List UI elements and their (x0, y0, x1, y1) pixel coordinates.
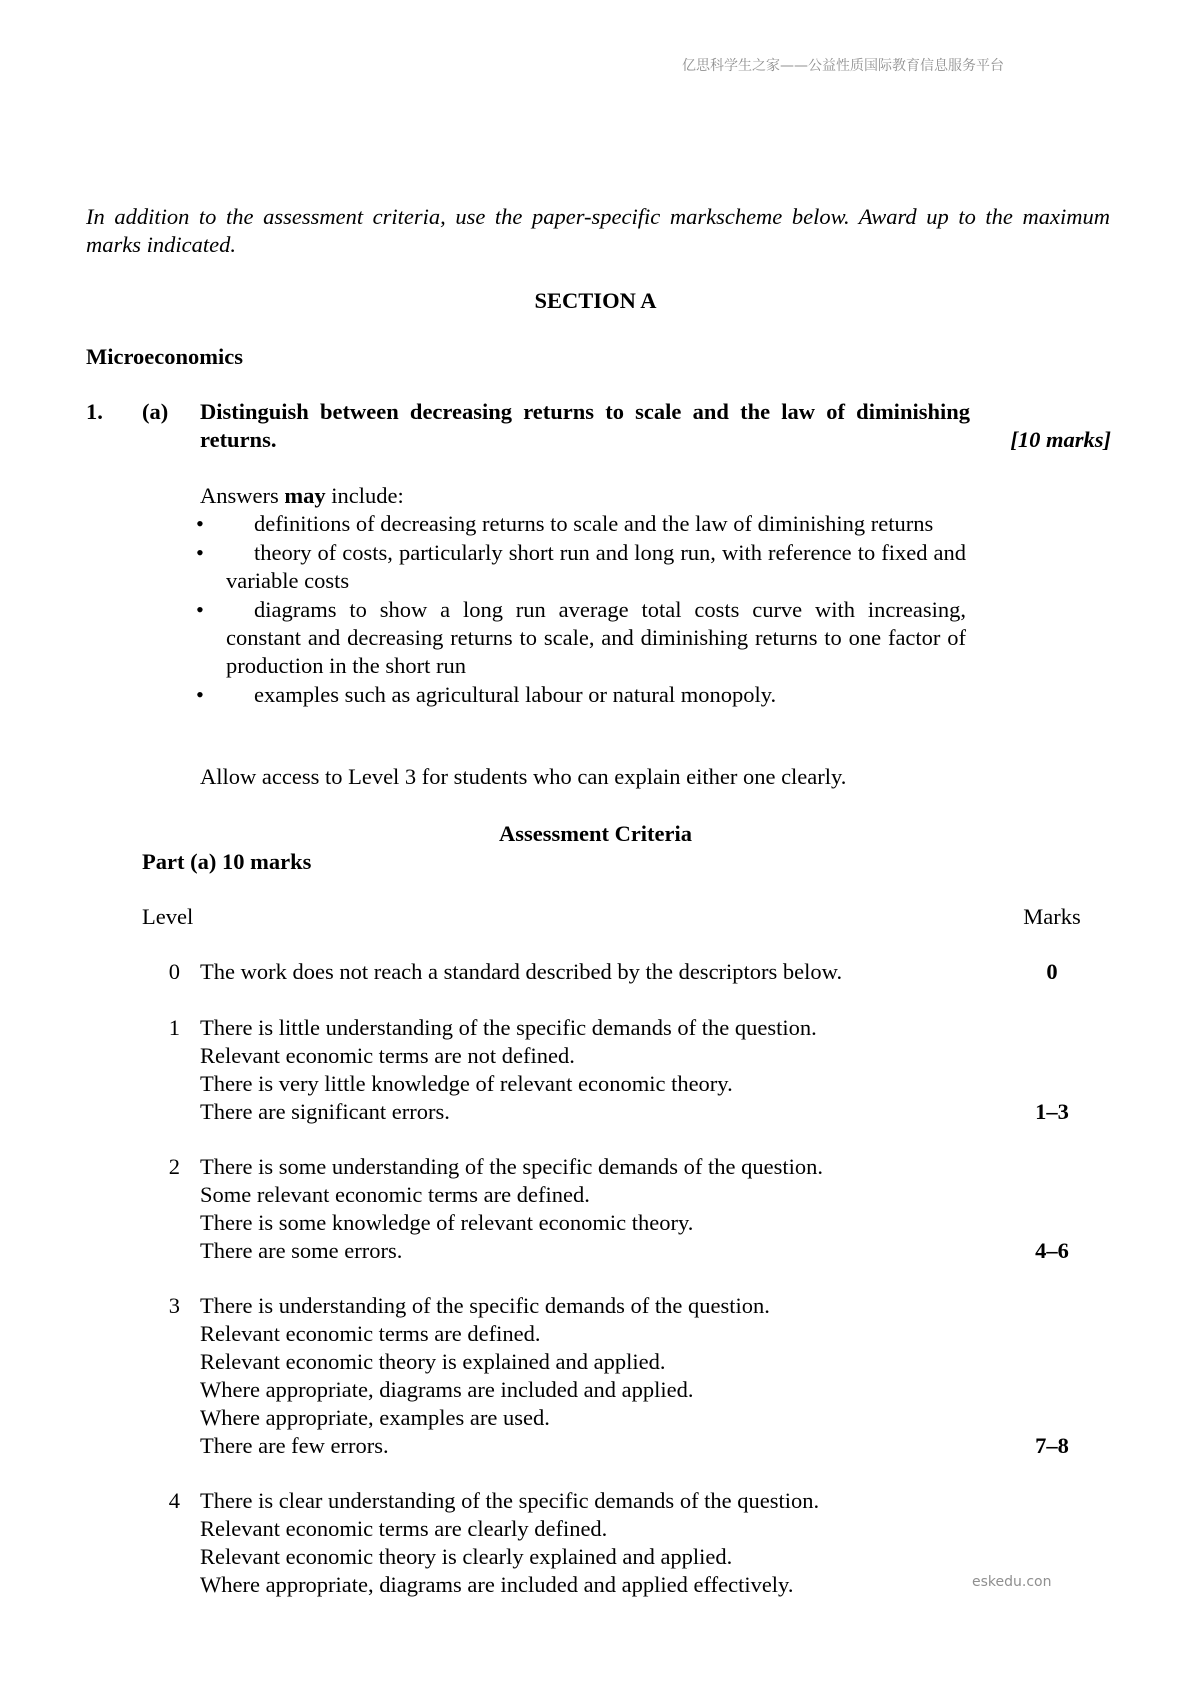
bullet-text: diagrams to show a long run average total costs curve with increasing, constant and decreasing returns to scale, and diminishing returns to one factor of production in the short run (226, 597, 966, 678)
answers-prefix: Answers (200, 483, 285, 508)
descriptor-line: Relevant economic terms are defined. (200, 1321, 541, 1346)
bullet-item (196, 596, 966, 680)
descriptor-line: There is some knowledge of relevant economic theory. (200, 1210, 694, 1235)
level-number: 2 (168, 1154, 180, 1179)
criteria-title: Assessment Criteria (498, 821, 693, 846)
answer-bullets (196, 510, 966, 710)
level-number: 0 (168, 959, 180, 984)
bullet-text: theory of costs, particularly short run and long run, with reference to fixed and variable costs (226, 540, 966, 593)
bullet-icon: • (196, 540, 204, 565)
level-marks: 4–6 (1035, 1238, 1069, 1263)
descriptor-line: There is clear understanding of the specific demands of the question. (200, 1488, 820, 1513)
question-text: Distinguish between decreasing returns to scale and the law of diminishing returns. (200, 399, 970, 452)
topic-heading: Microeconomics (86, 344, 244, 369)
descriptor-line: Relevant economic terms are not defined. (200, 1043, 575, 1068)
bullet-icon: • (196, 682, 204, 707)
bullet-item (196, 510, 966, 538)
level-number: 1 (168, 1015, 180, 1040)
answers-intro (200, 482, 404, 510)
level-marks: 7–8 (1035, 1433, 1069, 1458)
descriptor-line: Where appropriate, diagrams are included and applied effectively. (200, 1572, 794, 1597)
bullet-icon: • (196, 597, 204, 622)
bullet-text: examples such as agricultural labour or natural monopoly. (254, 682, 777, 707)
question-number: 1. (86, 399, 103, 424)
level-number: 4 (168, 1488, 180, 1513)
descriptor-line: There are few errors. (200, 1433, 389, 1458)
column-marks: Marks (1023, 904, 1081, 929)
level-descriptor (200, 1153, 960, 1265)
allow-note: Allow access to Level 3 for students who can explain either one clearly. (200, 764, 847, 789)
level-descriptor (200, 1014, 960, 1126)
descriptor-line: Relevant economic theory is clearly explained and applied. (200, 1544, 733, 1569)
descriptor-line: Relevant economic terms are clearly defined. (200, 1516, 608, 1541)
watermark-footer: eskedu.con (972, 1574, 1052, 1590)
watermark-header: 亿思科学生之家——公益性质国际教育信息服务平台 (682, 58, 1004, 74)
column-level: Level (142, 904, 194, 929)
descriptor-line: There are some errors. (200, 1238, 403, 1263)
descriptor-line: Relevant economic theory is explained and applied. (200, 1349, 666, 1374)
section-title: SECTION A (534, 288, 657, 313)
answers-emphasis: may (284, 483, 326, 508)
descriptor-line: There is very little knowledge of relevant economic theory. (200, 1071, 733, 1096)
descriptor-line: The work does not reach a standard described by the descriptors below. (200, 959, 843, 984)
descriptor-line: Where appropriate, diagrams are included and applied. (200, 1377, 694, 1402)
descriptor-line: Where appropriate, examples are used. (200, 1405, 550, 1430)
level-descriptor (200, 958, 960, 986)
level-marks: 0 (1046, 959, 1058, 984)
descriptor-line: There are significant errors. (200, 1099, 450, 1124)
descriptor-line: There is some understanding of the specific demands of the question. (200, 1154, 823, 1179)
bullet-item (196, 539, 966, 595)
level-number: 3 (168, 1293, 180, 1318)
descriptor-line: There is little understanding of the specific demands of the question. (200, 1015, 817, 1040)
bullet-text: definitions of decreasing returns to scale and the law of diminishing returns (254, 511, 934, 536)
answers-suffix: include: (325, 483, 404, 508)
level-marks: 1–3 (1035, 1099, 1069, 1124)
level-descriptor (200, 1292, 960, 1460)
question-part: (a) (142, 399, 169, 424)
level-descriptor (200, 1487, 960, 1599)
intro-text: In addition to the assessment criteria, use the paper-specific markscheme below. Award up to the maximum marks indicated. (86, 204, 1110, 257)
bullet-item (196, 681, 966, 709)
descriptor-line: Some relevant economic terms are defined. (200, 1182, 590, 1207)
descriptor-line: There is understanding of the specific demands of the question. (200, 1293, 770, 1318)
part-title: Part (a) 10 marks (142, 849, 312, 874)
bullet-icon: • (196, 511, 204, 536)
question-marks: [10 marks] (1010, 427, 1111, 452)
